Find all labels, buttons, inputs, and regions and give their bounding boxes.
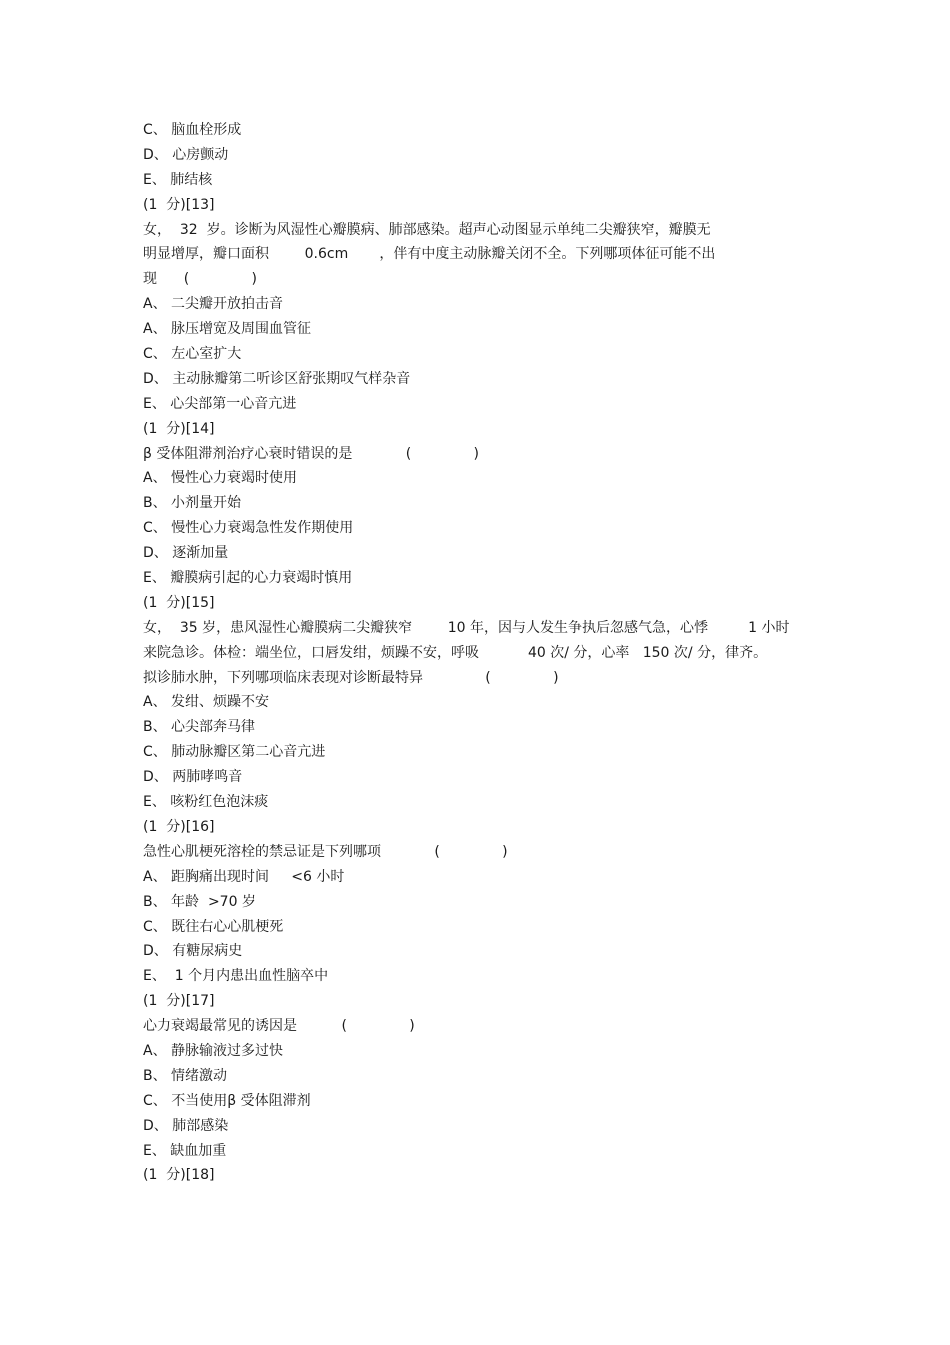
question-text: 明显增厚，瓣口面积 0.6cm ，伴有中度主动脉瓣关闭不全。下列哪项体征可能不出 [143, 246, 716, 263]
option-line: D、 心房颤动 [143, 146, 229, 163]
option-line: C、 慢性心力衰竭急性发作期使用 [143, 520, 354, 537]
question-text: 女， 32 岁。诊断为风湿性心瓣膜病、肺部感染。超声心动图显示单纯二尖瓣狭窄，瓣膜无 [143, 221, 711, 238]
option-line: D、 两肺哮鸣音 [143, 769, 243, 786]
option-line: A、 距胸痛出现时间 <6 小时 [143, 868, 345, 885]
option-line: D、 主动脉瓣第二听诊区舒张期叹气样杂音 [143, 370, 411, 387]
option-line: C、 既往右心心肌梗死 [143, 918, 284, 935]
question-number: (1 分)[15] [143, 594, 215, 611]
option-line: E、 咳粉红色泡沫痰 [143, 794, 269, 811]
question-number: (1 分)[14] [143, 420, 215, 437]
option-line: D、 肺部感染 [143, 1117, 229, 1134]
question-text: 拟诊肺水肿，下列哪项临床表现对诊断最特异 ( ) [143, 669, 559, 686]
option-line: D、 逐渐加量 [143, 545, 229, 562]
question-text: 来院急诊。体检：端坐位，口唇发绀，烦躁不安，呼吸 40 次/ 分，心率 150 次/ 分，律齐。 [143, 644, 768, 661]
option-line: B、 情绪激动 [143, 1067, 228, 1084]
option-line: A、 二尖瓣开放拍击音 [143, 296, 284, 313]
option-line: C、 左心室扩大 [143, 346, 242, 363]
question-text: β 受体阻滞剂治疗心衰时错误的是 ( ) [143, 445, 480, 462]
option-line: B、 心尖部奔马律 [143, 719, 256, 736]
option-line: C、 肺动脉瓣区第二心音亢进 [143, 744, 326, 761]
option-line: C、 不当使用β 受体阻滞剂 [143, 1092, 311, 1109]
option-line: E、 1 个月内患出血性脑卒中 [143, 968, 329, 985]
option-line: E、 缺血加重 [143, 1142, 227, 1159]
option-line: E、 瓣膜病引起的心力衰竭时慎用 [143, 570, 353, 587]
option-line: E、 肺结核 [143, 171, 213, 188]
question-number: (1 分)[17] [143, 993, 215, 1010]
option-line: C、 脑血栓形成 [143, 122, 242, 138]
question-text: 现 ( ) [143, 271, 257, 288]
question-text: 急性心肌梗死溶栓的禁忌证是下列哪项 ( ) [143, 843, 508, 860]
question-text: 心力衰竭最常见的诱因是 ( ) [143, 1018, 415, 1035]
option-line: B、 年龄 >70 岁 [143, 893, 256, 910]
option-line: B、 小剂量开始 [143, 495, 242, 512]
question-number: (1 分)[18] [143, 1167, 215, 1184]
option-line: E、 心尖部第一心音亢进 [143, 395, 297, 412]
question-number: (1 分)[16] [143, 818, 215, 835]
question-text: 女， 35 岁，患风湿性心瓣膜病二尖瓣狭窄 10 年，因与人发生争执后忽感气急，心悸 1 小时 [143, 619, 790, 636]
option-line: A、 脉压增宽及周围血管征 [143, 321, 312, 338]
option-line: D、 有糖尿病史 [143, 943, 243, 960]
option-line: A、 静脉输液过多过快 [143, 1042, 284, 1059]
question-number: (1 分)[13] [143, 196, 215, 213]
option-line: A、 慢性心力衰竭时使用 [143, 470, 298, 487]
document-page [143, 118, 823, 1188]
option-line: A、 发绀、烦躁不安 [143, 694, 270, 711]
